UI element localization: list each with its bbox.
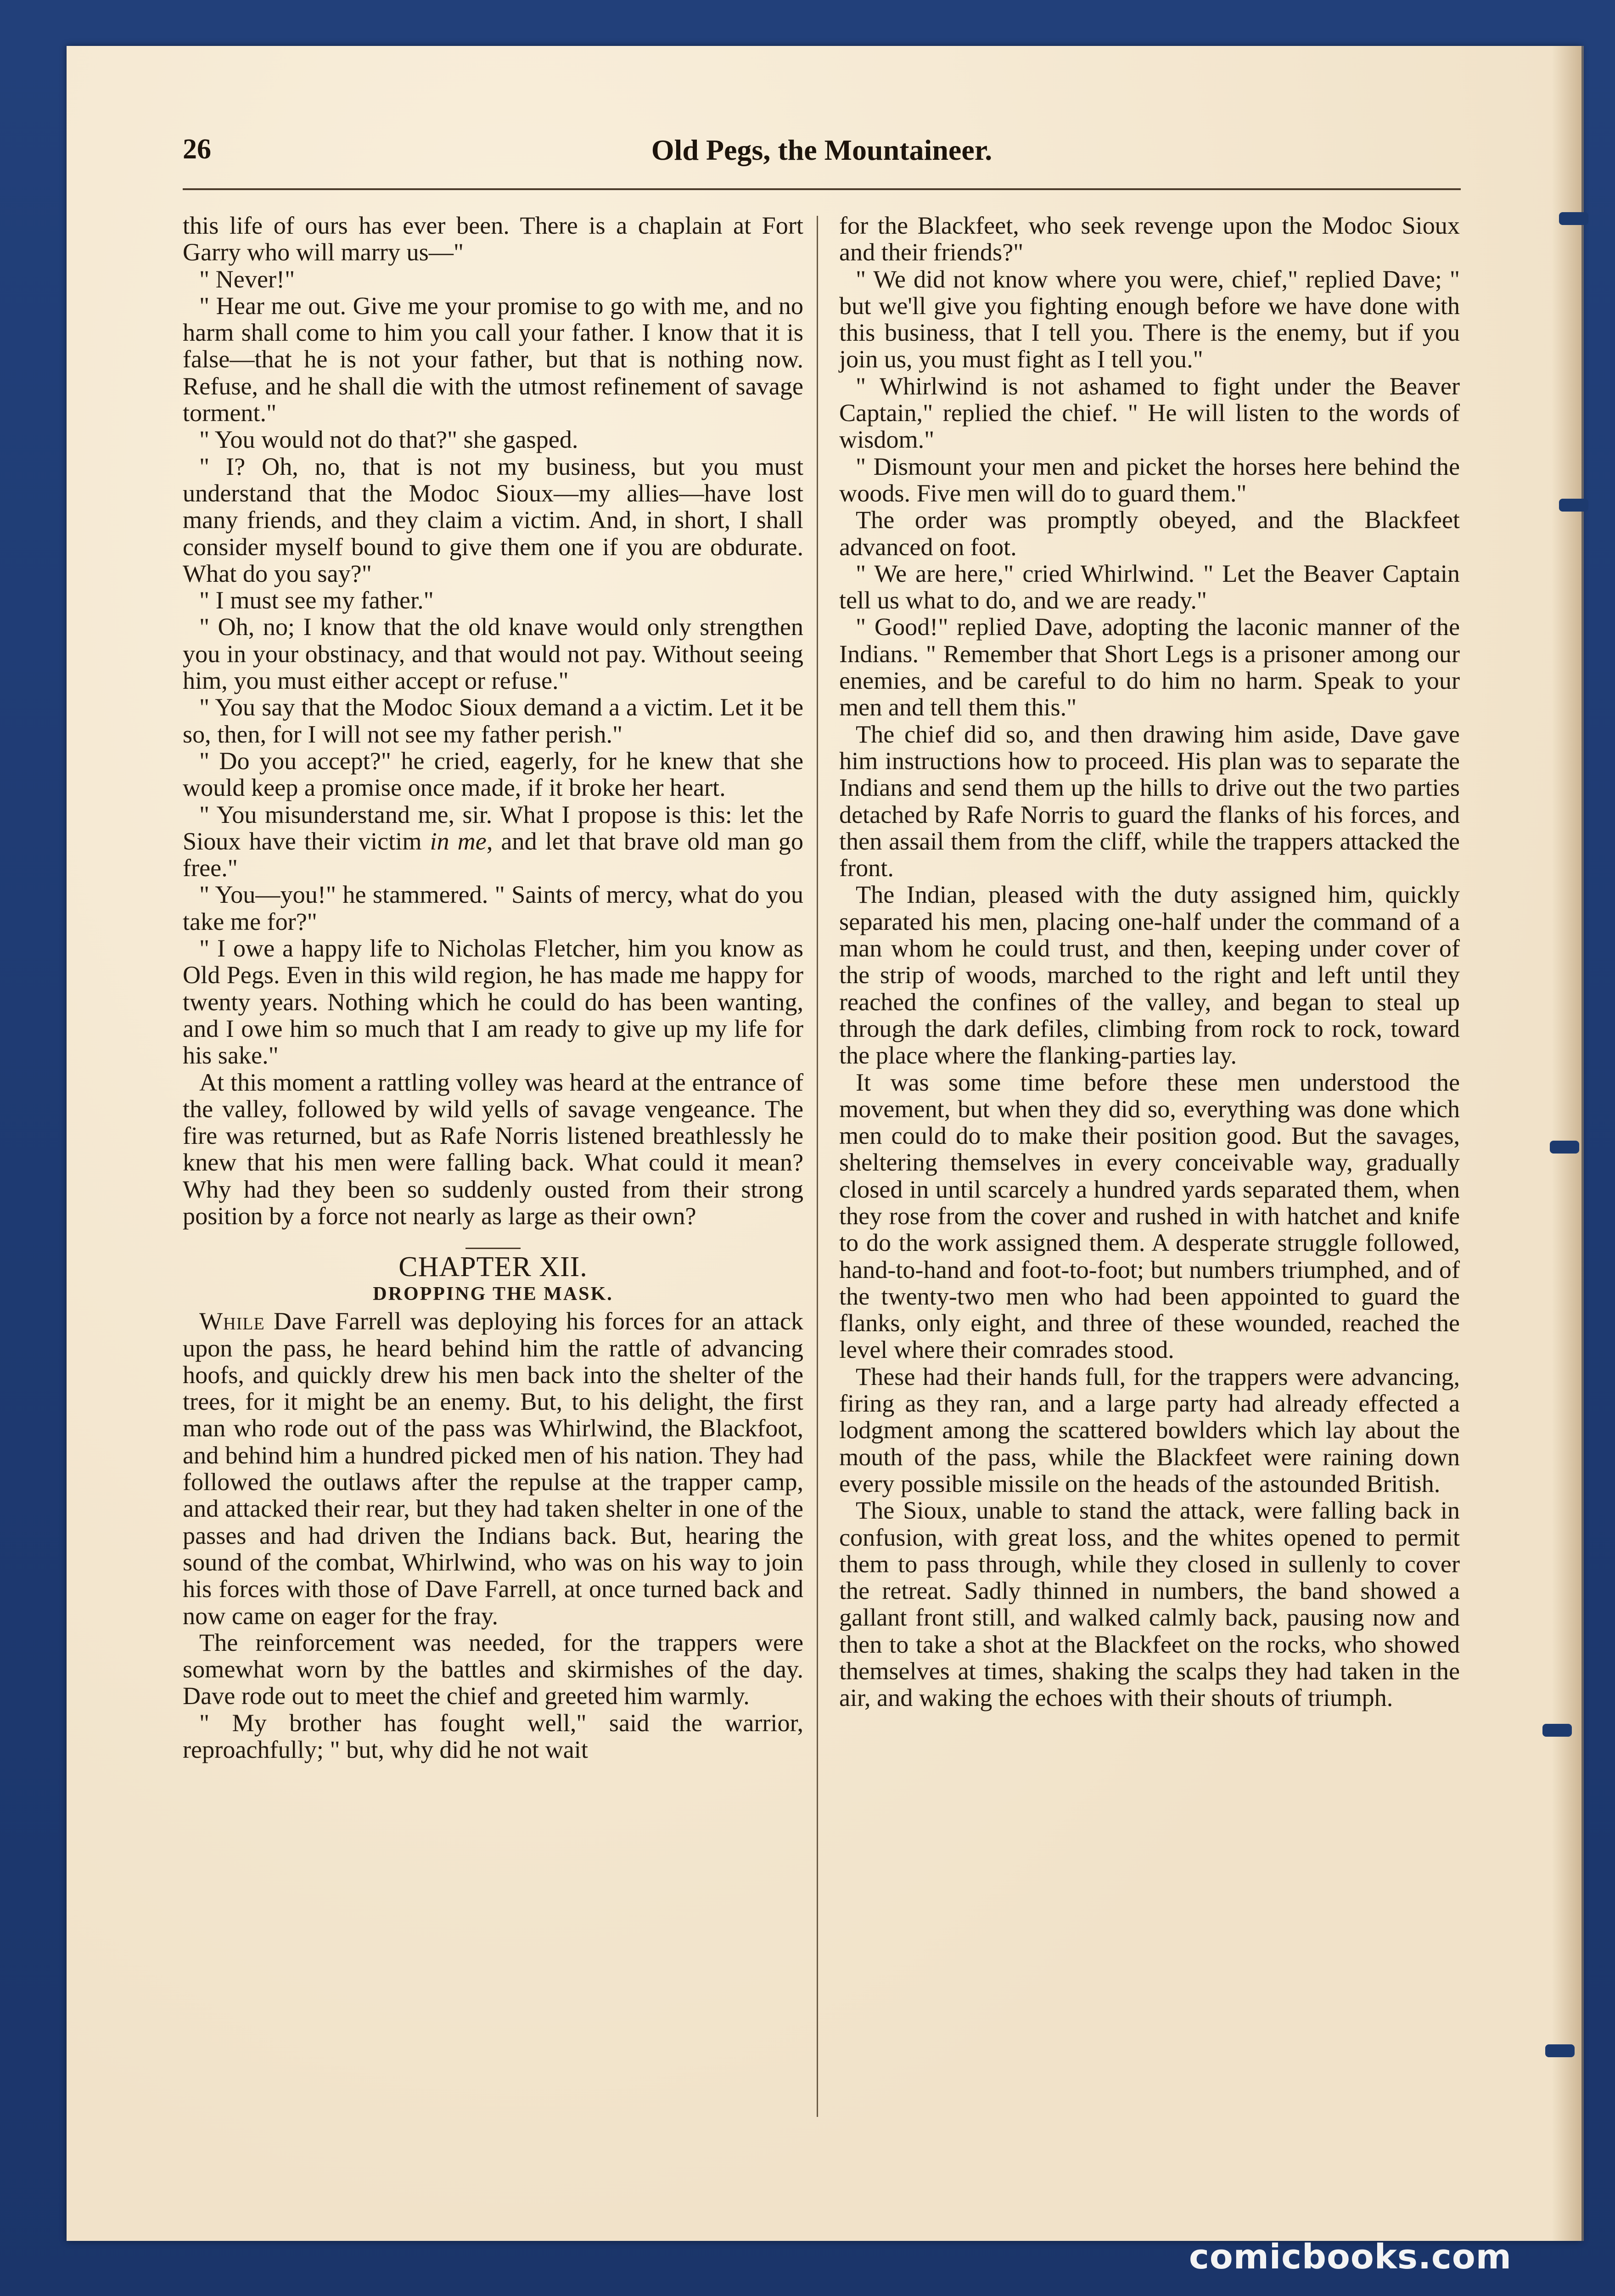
paragraph: The order was promptly obeyed, and the Blackfeet advanced on foot.: [839, 506, 1460, 561]
paragraph: It was some time before these men understood the movement, but when they did so, everything was done which men could do to make their position good. But the savages, sheltering themselves in every conceivable way, gradually closed in until scarcely a hundred yards separated them, when they rose from the cover and rushed in with hatchet and knife to do the work assigned them. A desperate struggle followed, hand-to-hand and foot-to-foot; but numbers triumphed, and of the twenty-two men who had been appointed to guard the flanks, only eight, and three of these wounded, reached the level where their comrades stood.: [839, 1068, 1460, 1364]
paragraph: At this moment a rattling volley was heard at the entrance of the valley, followed by wild yells of savage vengeance. The fire was returned, but as Rafe Norris listened breathlessly he knew that his men were falling back. What could it mean? Why had they been so suddenly ousted from their strong position by a force not nearly as large as their own?: [183, 1068, 803, 1230]
chapter-title: CHAPTER XII.: [398, 1251, 588, 1283]
paragraph: " Never!": [199, 265, 295, 293]
paragraph: The Indian, pleased with the duty assigned him, quickly separated his men, placing one-half under the command of a man whom he could trust, and then, keeping under cover of the strip of woods, marched to the right and left until they reached the confines of the valley, and began to steal up through the dark defiles, climbing from rock to rock, toward the place where the flanking-parties lay.: [839, 881, 1460, 1069]
paragraph: " Oh, no; I know that the old knave would only strengthen you in your obstinacy, and that would not pay. Without seeing him, you must either accept or refuse.": [183, 613, 803, 695]
paragraph: " I must see my father.": [199, 586, 434, 614]
paragraph: " Good!" replied Dave, adopting the laconic manner of the Indians. " Remember that Short Legs is a prisoner among our enemies, and be careful to do him no harm. Speak to your men and tell them this.": [839, 613, 1460, 721]
paragraph: [183, 801, 803, 882]
paragraph: " You—you!" he stammered. " Saints of mercy, what do you take me for?": [183, 881, 803, 935]
paragraph: These had their hands full, for the trappers were advancing, firing as they ran, and a large party had already effected a lodgment among the scattered bowlders which lay about the mouth of the pass, while the Blackfeet were raining down every possible missile on the heads of the astounded British.: [839, 1362, 1460, 1497]
paragraph: for the Blackfeet, who seek revenge upon the Modoc Sioux and their friends?": [839, 212, 1460, 266]
paragraph: The chief did so, and then drawing him aside, Dave gave him instructions how to proceed. His plan was to separate the Indians and send them up the hills to drive out the two parties detached by Rafe Norris to guard the flanks of his forces, and then assail them from the cliff, while the trappers attacked the front.: [839, 720, 1460, 882]
paragraph: " You say that the Modoc Sioux demand a a victim. Let it be so, then, for I will not see my father perish.": [183, 693, 803, 748]
right-column: [839, 212, 1460, 2122]
paragraph: " My brother has fought well," said the warrior, reproachfully; " but, why did he not wait: [183, 1709, 803, 1764]
paragraph-text: " You misunderstand me, sir. What I propose is this: let the Sioux have their victim: [183, 800, 803, 855]
paragraph: " Do you accept?" he cried, eagerly, for he knew that she would keep a promise once made, if it broke her heart.: [183, 747, 803, 802]
paragraph: " We are here," cried Whirlwind. " Let the Beaver Captain tell us what to do, and we are ready.": [839, 559, 1460, 614]
chapter-rule: [465, 1248, 521, 1249]
binding-staple-2: [1559, 499, 1588, 512]
paragraph: The reinforcement was needed, for the trappers were somewhat worn by the battles and skirmishes of the day. Dave rode out to meet the chief and greeted him warmly.: [183, 1628, 803, 1710]
binding-staple-4: [1542, 1724, 1572, 1737]
paragraph: " Whirlwind is not ashamed to fight under the Beaver Captain," replied the chief. " He will listen to the words of wisdom.": [839, 372, 1460, 454]
paragraph: The Sioux, unable to stand the attack, were falling back in confusion, with great loss, and the whites opened to permit them to pass through, while they closed in sullenly to cover the retreat. Sadly thinned in numbers, the band showed a gallant front still, and walked calmly back, pausing now and then to take a shot at the Blackfeet on the rocks, who showed themselves at times, shaking the scalps they had taken in the air, and waking the echoes with their shouts of triumph.: [839, 1497, 1460, 1712]
chapter-subtitle: DROPPING THE MASK.: [373, 1283, 613, 1305]
paragraph: " We did not know where you were, chief," replied Dave; " but we'll give you fighting enough before we have done with this business, that I tell you. There is the enemy, but if you join us, you must fight as I tell you.": [839, 265, 1460, 373]
watermark: comicbooks.com: [1189, 2237, 1512, 2277]
paragraph: " Hear me out. Give me your promise to go with me, and no harm shall come to him you call your father. I know that it is false—that he is not your father, but that is nothing now. Refuse, and he shall die with the utmost refinement of savage torment.": [183, 292, 803, 427]
binding-staple-1: [1559, 212, 1588, 225]
page-number: 26: [183, 134, 211, 165]
paragraph: " You would not do that?" she gasped.: [199, 426, 578, 454]
paragraph-text: , and let that brave old man go free.": [183, 827, 803, 882]
column-divider: [817, 216, 818, 2117]
paragraph: " I owe a happy life to Nicholas Fletcher, him you know as Old Pegs. Even in this wild region, he has made me happy for twenty years. Nothing which he could do has been wanting, and I owe him so much that I am ready to give up my life for his sake.": [183, 934, 803, 1069]
running-title: Old Pegs, the Mountaineer.: [651, 134, 993, 166]
left-column: [183, 212, 803, 2122]
binding-staple-3: [1550, 1141, 1579, 1154]
paragraph: [183, 1308, 803, 1629]
page-header: [183, 133, 1461, 184]
paragraph: " Dismount your men and picket the horses here behind the woods. Five men will do to guard them.": [839, 452, 1460, 507]
emphasis-text: in me: [430, 827, 487, 855]
paragraph: " I? Oh, no, that is not my business, but you must understand that the Modoc Sioux—my allies—have lost many friends, and they claim a victim. And, in short, I shall consider myself bound to give them one if you are obdurate. What do you say?": [183, 452, 803, 587]
paragraph-text: Dave Farrell was deploying his forces for an attack upon the pass, he heard behind him the rattle of advancing hoofs, and quickly drew his men back into the shelter of the trees, for it might be an enemy. But, to his delight, the first man who rode out of the pass was Whirlwind, the Blackfoot, and behind him a hundred picked men of his nation. They had followed the outlaws after the repulse at the trapper camp, and attacked their rear, but they had taken shelter in one of the passes and had driven the Indians back. But, hearing the sound of the combat, Whirlwind, who was on his way to join his forces with those of Dave Farrell, at once turned back and now came on eager for the fray.: [183, 1307, 803, 1630]
paragraph: this life of ours has ever been. There is a chaplain at Fort Garry who will marry us—": [183, 212, 803, 266]
lead-word: While: [199, 1307, 265, 1335]
header-rule: [183, 188, 1461, 190]
binding-staple-5: [1545, 2044, 1575, 2057]
